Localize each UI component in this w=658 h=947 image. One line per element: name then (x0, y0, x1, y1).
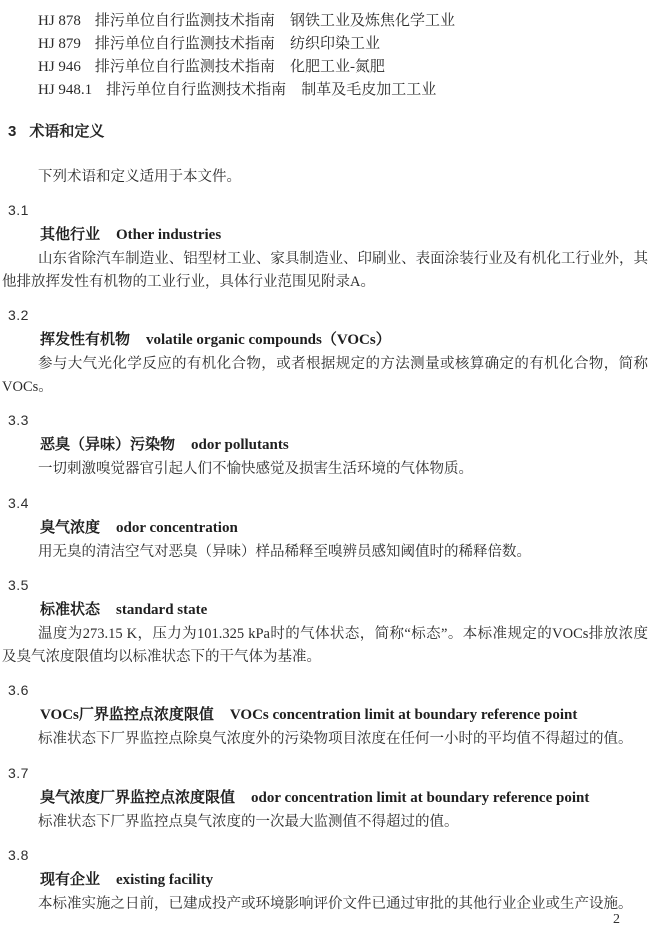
section-heading (8, 122, 648, 142)
reference-name: 排污单位自行监测技术指南 (106, 82, 287, 98)
term-definition: 用无臭的清洁空气对恶臭（异味）样品稀释至嗅辨员感知阈值时的稀释倍数。 (38, 543, 531, 560)
term-name-en: existing facility (116, 872, 214, 888)
page-number: 2 (613, 912, 620, 927)
section-intro: 下列术语和定义适用于本文件。 (38, 169, 241, 185)
term-number: 3.8 (8, 847, 29, 863)
term-block (2, 845, 648, 916)
term-name-zh: 其他行业 (40, 227, 101, 243)
term-block (2, 410, 648, 481)
reference-name: 排污单位自行监测技术指南 (94, 13, 275, 29)
term-block (2, 575, 648, 668)
reference-line (38, 33, 648, 56)
term-block (2, 763, 648, 834)
section-title: 术语和定义 (29, 123, 105, 140)
term-definition: 标准状态下厂界监控点除臭气浓度外的污染物项目浓度在任何一小时的平均值不得超过的值。 (38, 731, 633, 747)
term-name-zh: 标准状态 (40, 602, 101, 618)
term-name-en: odor pollutants (191, 437, 289, 453)
term-block (2, 305, 648, 398)
term-name-zh: 臭气浓度厂界监控点浓度限值 (40, 789, 236, 806)
reference-code: HJ 878 (38, 13, 81, 29)
term-title (40, 788, 648, 808)
reference-scope: 钢铁工业及炼焦化学工业 (289, 13, 455, 29)
reference-line (38, 56, 648, 79)
term-number: 3.3 (8, 412, 29, 428)
reference-scope: 化肥工业-氮肥 (289, 59, 385, 75)
term-name-en: VOCs concentration limit at boundary reference point (229, 707, 578, 723)
term-name-zh: 挥发性有机物 (40, 332, 131, 348)
term-block (2, 680, 648, 751)
term-title (40, 870, 648, 890)
term-definition: 本标准实施之日前，已建成投产或环境影响评价文件已通过审批的其他行业企业或生产设施。 (38, 896, 633, 912)
term-name-en: odor concentration (116, 519, 238, 536)
term-title (40, 518, 648, 538)
reference-scope: 制革及毛皮加工工业 (301, 82, 437, 98)
term-definition: 山东省除汽车制造业、铝型材工业、家具制造业、印刷业、表面涂装行业及有机化工行业外，其他排放挥发性有机物的工业行业，具体行业范围见附录A。 (2, 251, 648, 290)
term-name-en: Other industries (116, 227, 222, 243)
reference-line (38, 79, 648, 102)
term-block (2, 200, 648, 293)
term-definition: 温度为273.15 K，压力为101.325 kPa时的气体状态，简称“标态”。本标准规定的VOCs排放浓度及臭气浓度限值均以标准状态下的干气体为基准。 (2, 626, 648, 665)
section-number: 3 (8, 123, 17, 140)
term-name-en: volatile organic compounds（VOCs） (146, 332, 391, 348)
term-title (40, 600, 648, 620)
reference-name: 排污单位自行监测技术指南 (94, 36, 275, 52)
terms-list (2, 200, 648, 916)
term-name-zh: 恶臭（异味）污染物 (40, 437, 176, 453)
reference-scope: 纺织印染工业 (289, 36, 380, 52)
reference-code: HJ 879 (38, 36, 81, 52)
term-name-zh: 现有企业 (40, 872, 101, 888)
term-name-zh: 臭气浓度 (40, 519, 101, 536)
term-number: 3.1 (8, 202, 29, 218)
reference-code: HJ 948.1 (38, 82, 93, 98)
term-number: 3.2 (8, 307, 29, 323)
term-title (40, 225, 648, 245)
term-number: 3.6 (8, 682, 29, 698)
reference-name: 排污单位自行监测技术指南 (94, 59, 275, 75)
term-name-zh: VOCs厂界监控点浓度限值 (40, 707, 214, 723)
term-title (40, 330, 648, 350)
term-name-en: standard state (116, 602, 208, 618)
term-definition: 标准状态下厂界监控点臭气浓度的一次最大监测值不得超过的值。 (38, 813, 459, 830)
term-definition: 参与大气光化学反应的有机化合物，或者根据规定的方法测量或核算确定的有机化合物，简称VOCs。 (2, 356, 648, 395)
term-number: 3.7 (8, 764, 29, 781)
reference-list (38, 10, 648, 102)
term-definition: 一切刺激嗅觉器官引起人们不愉快感觉及损害生活环境的气体物质。 (38, 461, 473, 477)
term-block (2, 493, 648, 564)
term-title (40, 705, 648, 725)
reference-line (38, 10, 648, 33)
reference-code: HJ 946 (38, 59, 81, 75)
term-title (40, 435, 648, 455)
term-name-en: odor concentration limit at boundary reference point (251, 789, 590, 806)
term-number: 3.5 (8, 577, 29, 593)
term-number: 3.4 (8, 494, 29, 511)
